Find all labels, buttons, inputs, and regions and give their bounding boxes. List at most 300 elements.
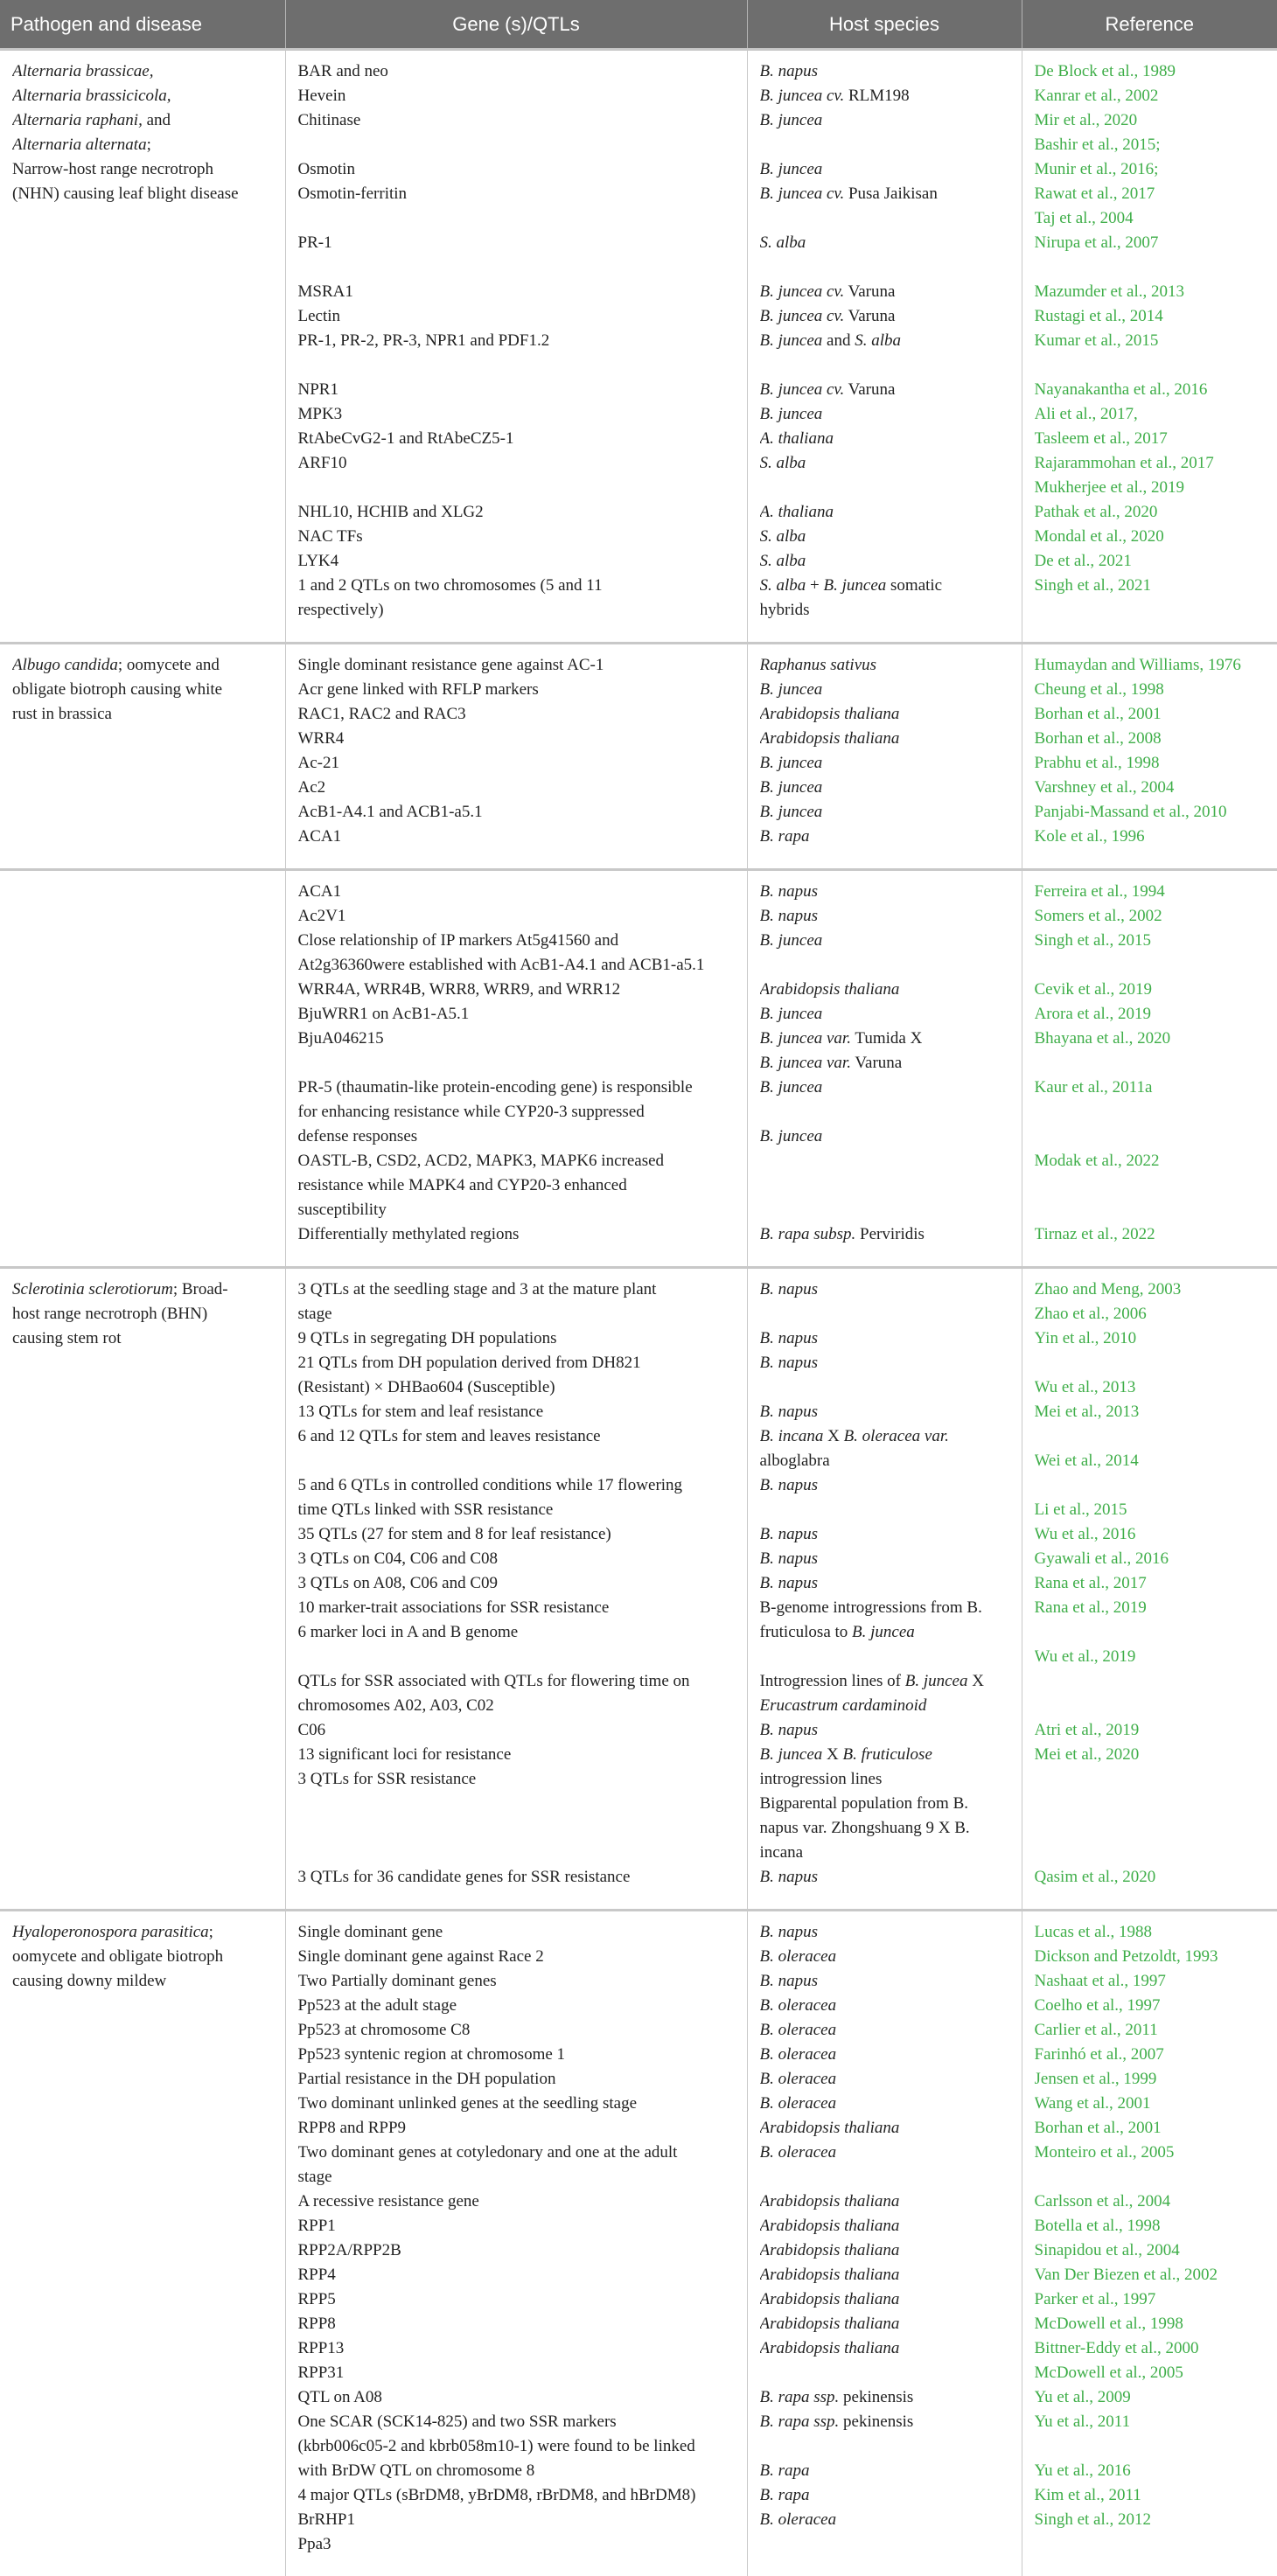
reference-link[interactable]: McDowell et al., 2005	[1035, 2361, 1267, 2385]
reference-link[interactable]: Kanrar et al., 2002	[1035, 84, 1267, 108]
reference-link[interactable]: Coelho et al., 1997	[1035, 1994, 1267, 2018]
cell-line: hybrids	[760, 598, 1011, 623]
cell-line: B. juncea cv. Varuna	[760, 280, 1011, 304]
host-cell	[747, 870, 1022, 1268]
host-cell	[747, 1911, 1022, 2576]
cell-line: 6 marker loci in A and B genome	[298, 1620, 736, 1645]
cell-line: B. juncea	[760, 402, 1011, 427]
cell-line: B. juncea	[760, 800, 1011, 825]
cell-line: for enhancing resistance while CYP20-3 suppressed	[298, 1100, 736, 1124]
cell-line: ARF10	[298, 451, 736, 476]
cell-line: (NHN) causing leaf blight disease	[12, 182, 275, 206]
cell-line: 5 and 6 QTLs in controlled conditions while 17 flowering	[298, 1473, 736, 1498]
cell-line: B. juncea	[760, 1124, 1011, 1149]
reference-link	[1035, 1620, 1267, 1645]
cell-line: B. napus	[760, 59, 1011, 84]
cell-line: respectively)	[298, 598, 736, 623]
cell-line: Two dominant genes at cotyledonary and one at the adult	[298, 2141, 736, 2165]
table-row	[0, 1268, 1277, 1911]
cell-line: Sclerotinia sclerotiorum; Broad-	[12, 1278, 275, 1302]
reference-link[interactable]: Bhayana et al., 2020	[1035, 1027, 1267, 1051]
reference-link	[1035, 2532, 1267, 2557]
cell-line: B. oleracea	[760, 2043, 1011, 2067]
reference-link[interactable]: Prabhu et al., 1998	[1035, 751, 1267, 776]
reference-link[interactable]: Singh et al., 2012	[1035, 2508, 1267, 2532]
cell-line: NPR1	[298, 378, 736, 402]
cell-line: time QTLs linked with SSR resistance	[298, 1498, 736, 1522]
cell-line: Arabidopsis thaliana	[760, 2116, 1011, 2141]
cell-line: Ppa3	[298, 2532, 736, 2557]
reference-link[interactable]: Wu et al., 2013	[1035, 1375, 1267, 1400]
pathogen-cell	[0, 1268, 285, 1911]
reference-link[interactable]: Wang et al., 2001	[1035, 2092, 1267, 2116]
reference-link	[1035, 1473, 1267, 1498]
cell-line: Arabidopsis thaliana	[760, 702, 1011, 727]
cell-line: B. napus	[760, 1920, 1011, 1945]
reference-link[interactable]: Borhan et al., 2001	[1035, 2116, 1267, 2141]
cell-line: 4 major QTLs (sBrDM8, yBrDM8, rBrDM8, and hBrDM8)	[298, 2483, 736, 2508]
reference-link[interactable]: Rana et al., 2019	[1035, 1596, 1267, 1620]
cell-line: B. napus	[760, 1718, 1011, 1743]
cell-line	[298, 1645, 736, 1669]
pathogen-cell	[0, 870, 285, 1268]
cell-line: B. juncea	[760, 929, 1011, 953]
pathogen-cell	[0, 1911, 285, 2576]
cell-line: OASTL-B, CSD2, ACD2, MAPK3, MAPK6 increased	[298, 1149, 736, 1173]
cell-line: 13 significant loci for resistance	[298, 1743, 736, 1767]
cell-line: Arabidopsis thaliana	[760, 727, 1011, 751]
reference-link[interactable]: Modak et al., 2022	[1035, 1149, 1267, 1173]
cell-line: 9 QTLs in segregating DH populations	[298, 1326, 736, 1351]
cell-line: 3 QTLs at the seedling stage and 3 at the mature plant	[298, 1278, 736, 1302]
table-row	[0, 1911, 1277, 2576]
cell-line: 21 QTLs from DH population derived from DH821	[298, 1351, 736, 1375]
reference-link[interactable]: Sinapidou et al., 2004	[1035, 2238, 1267, 2263]
reference-cell	[1022, 50, 1277, 644]
cell-line: B. juncea	[760, 157, 1011, 182]
cell-line: incana	[760, 1841, 1011, 1865]
cell-line: Arabidopsis thaliana	[760, 2312, 1011, 2336]
header-pathogen: Pathogen and disease	[0, 0, 285, 50]
genes-cell	[285, 870, 747, 1268]
cell-line: B. juncea cv. RLM198	[760, 84, 1011, 108]
reference-link	[1035, 598, 1267, 623]
reference-link[interactable]: Van Der Biezen et al., 2002	[1035, 2263, 1267, 2287]
cell-line: RtAbeCvG2-1 and RtAbeCZ5-1	[298, 427, 736, 451]
cell-line	[760, 1173, 1011, 1198]
cell-line: Two Partially dominant genes	[298, 1969, 736, 1994]
host-cell	[747, 1268, 1022, 1911]
reference-link[interactable]: Mondal et al., 2020	[1035, 525, 1267, 549]
cell-line: B. juncea	[760, 751, 1011, 776]
reference-link[interactable]: Cheung et al., 1998	[1035, 678, 1267, 702]
reference-link[interactable]: Munir et al., 2016;	[1035, 157, 1267, 182]
cell-line: Arabidopsis thaliana	[760, 978, 1011, 1002]
cell-line: alboglabra	[760, 1449, 1011, 1473]
cell-line: A. thaliana	[760, 500, 1011, 525]
reference-link[interactable]: Mukherjee et al., 2019	[1035, 476, 1267, 500]
cell-line: 3 QTLs for SSR resistance	[298, 1767, 736, 1792]
cell-line: 6 and 12 QTLs for stem and leaves resistance	[298, 1424, 736, 1449]
reference-link[interactable]: Ferreira et al., 1994	[1035, 880, 1267, 904]
cell-line: RPP2A/RPP2B	[298, 2238, 736, 2263]
reference-link[interactable]: Rawat et al., 2017	[1035, 182, 1267, 206]
cell-line	[298, 1792, 736, 1816]
reference-link[interactable]: Farinhó et al., 2007	[1035, 2043, 1267, 2067]
cell-line: introgression lines	[760, 1767, 1011, 1792]
cell-line: S. alba	[760, 451, 1011, 476]
cell-line: napus var. Zhongshuang 9 X B.	[760, 1816, 1011, 1841]
cell-line: B. juncea var. Tumida X	[760, 1027, 1011, 1051]
genes-cell	[285, 1911, 747, 2576]
reference-link[interactable]: Botella et al., 1998	[1035, 2214, 1267, 2238]
cell-line: Two dominant unlinked genes at the seedling stage	[298, 2092, 736, 2116]
cell-line: B. juncea var. Varuna	[760, 1051, 1011, 1076]
cell-line: B. napus	[760, 1522, 1011, 1547]
reference-link[interactable]: Kim et al., 2011	[1035, 2483, 1267, 2508]
cell-line	[760, 1645, 1011, 1669]
reference-link	[1035, 1767, 1267, 1792]
cell-line: WRR4A, WRR4B, WRR8, WRR9, and WRR12	[298, 978, 736, 1002]
reference-link[interactable]: Kumar et al., 2015	[1035, 329, 1267, 353]
cell-line: B. juncea cv. Varuna	[760, 304, 1011, 329]
cell-line: B. rapa subsp. Perviridis	[760, 1222, 1011, 1247]
cell-line: defense responses	[298, 1124, 736, 1149]
cell-line: RPP31	[298, 2361, 736, 2385]
cell-line: Partial resistance in the DH population	[298, 2067, 736, 2092]
cell-line: resistance while MAPK4 and CYP20-3 enhanced	[298, 1173, 736, 1198]
cell-line: ACA1	[298, 825, 736, 849]
cell-line	[760, 1302, 1011, 1326]
cell-line: B. napus	[760, 880, 1011, 904]
reference-link	[1035, 1424, 1267, 1449]
cell-line: B. napus	[760, 1865, 1011, 1890]
cell-line: Acr gene linked with RFLP markers	[298, 678, 736, 702]
cell-line: Alternaria brassicicola,	[12, 84, 275, 108]
header-reference: Reference	[1022, 0, 1277, 50]
reference-link[interactable]: Nashaat et al., 1997	[1035, 1969, 1267, 1994]
cell-line	[760, 2361, 1011, 2385]
reference-link[interactable]: Panjabi-Massand et al., 2010	[1035, 800, 1267, 825]
cell-line: S. alba	[760, 525, 1011, 549]
reference-link	[1035, 953, 1267, 978]
cell-line: 3 QTLs on A08, C06 and C09	[298, 1571, 736, 1596]
reference-link	[1035, 1100, 1267, 1124]
cell-line: B. oleracea	[760, 1994, 1011, 2018]
cell-line: PR-1, PR-2, PR-3, NPR1 and PDF1.2	[298, 329, 736, 353]
cell-line: S. alba	[760, 231, 1011, 255]
reference-link[interactable]: Jensen et al., 1999	[1035, 2067, 1267, 2092]
cell-line: Arabidopsis thaliana	[760, 2190, 1011, 2214]
cell-line: Narrow-host range necrotroph	[12, 157, 275, 182]
cell-line: Pp523 syntenic region at chromosome 1	[298, 2043, 736, 2067]
cell-line: B. juncea	[760, 776, 1011, 800]
genes-cell	[285, 50, 747, 644]
reference-link[interactable]: Rana et al., 2017	[1035, 1571, 1267, 1596]
cell-line: Lectin	[298, 304, 736, 329]
reference-link	[1035, 1841, 1267, 1865]
cell-line: Close relationship of IP markers At5g41560 and	[298, 929, 736, 953]
pathogen-cell	[0, 644, 285, 870]
cell-line: B. napus	[760, 1473, 1011, 1498]
reference-link[interactable]: Taj et al., 2004	[1035, 206, 1267, 231]
cell-line	[298, 1816, 736, 1841]
cell-line	[298, 1841, 736, 1865]
reference-link[interactable]: De et al., 2021	[1035, 549, 1267, 574]
cell-line: B. napus	[760, 1969, 1011, 1994]
cell-line: Alternaria raphani, and	[12, 108, 275, 133]
reference-link[interactable]: Yu et al., 2009	[1035, 2385, 1267, 2410]
cell-line: B. oleracea	[760, 2067, 1011, 2092]
reference-link[interactable]: Borhan et al., 2001	[1035, 702, 1267, 727]
cell-line: B-genome introgressions from B.	[760, 1596, 1011, 1620]
reference-link	[1035, 1669, 1267, 1694]
reference-link[interactable]: Monteiro et al., 2005	[1035, 2141, 1267, 2165]
cell-line	[760, 1100, 1011, 1124]
cell-line: obligate biotroph causing white	[12, 678, 275, 702]
cell-line: Osmotin-ferritin	[298, 182, 736, 206]
reference-link[interactable]: Kaur et al., 2011a	[1035, 1076, 1267, 1100]
cell-line: RPP1	[298, 2214, 736, 2238]
cell-line: Arabidopsis thaliana	[760, 2238, 1011, 2263]
cell-line	[760, 2532, 1011, 2557]
reference-link[interactable]: Yu et al., 2016	[1035, 2459, 1267, 2483]
cell-line: 3 QTLs on C04, C06 and C08	[298, 1547, 736, 1571]
cell-line	[760, 133, 1011, 157]
reference-link	[1035, 2165, 1267, 2190]
cell-line	[298, 1449, 736, 1473]
cell-line: Single dominant gene	[298, 1920, 736, 1945]
cell-line: Albugo candida; oomycete and	[12, 653, 275, 678]
cell-line: Arabidopsis thaliana	[760, 2287, 1011, 2312]
table-row	[0, 644, 1277, 870]
cell-line	[760, 1498, 1011, 1522]
reference-link[interactable]: Somers et al., 2002	[1035, 904, 1267, 929]
cell-line	[760, 1198, 1011, 1222]
cell-line: A. thaliana	[760, 427, 1011, 451]
cell-line: RPP5	[298, 2287, 736, 2312]
cell-line: BjuA046215	[298, 1027, 736, 1051]
reference-link	[1035, 1198, 1267, 1222]
cell-line: S. alba	[760, 549, 1011, 574]
reference-link	[1035, 1173, 1267, 1198]
cell-line: Alternaria alternata;	[12, 133, 275, 157]
cell-line: B. napus	[760, 1326, 1011, 1351]
reference-link	[1035, 1816, 1267, 1841]
cell-line: B. juncea X B. fruticulose	[760, 1743, 1011, 1767]
cell-line	[298, 255, 736, 280]
cell-line: C06	[298, 1718, 736, 1743]
reference-link[interactable]: Mei et al., 2020	[1035, 1743, 1267, 1767]
cell-line: S. alba + B. juncea somatic	[760, 574, 1011, 598]
reference-link	[1035, 1351, 1267, 1375]
cell-line: PR-5 (thaumatin-like protein-encoding gene) is responsible	[298, 1076, 736, 1100]
reference-link[interactable]: Humaydan and Williams, 1976	[1035, 653, 1267, 678]
reference-cell	[1022, 870, 1277, 1268]
cell-line: Arabidopsis thaliana	[760, 2336, 1011, 2361]
cell-line: QTLs for SSR associated with QTLs for flowering time on	[298, 1669, 736, 1694]
cell-line: (Resistant) × DHBao604 (Susceptible)	[298, 1375, 736, 1400]
reference-link	[1035, 2434, 1267, 2459]
cell-line: 35 QTLs (27 for stem and 8 for leaf resistance)	[298, 1522, 736, 1547]
cell-line: QTL on A08	[298, 2385, 736, 2410]
reference-link[interactable]: Yin et al., 2010	[1035, 1326, 1267, 1351]
reference-link[interactable]: Li et al., 2015	[1035, 1498, 1267, 1522]
cell-line: 1 and 2 QTLs on two chromosomes (5 and 11	[298, 574, 736, 598]
cell-line: RPP8 and RPP9	[298, 2116, 736, 2141]
reference-link[interactable]: Rajarammohan et al., 2017	[1035, 451, 1267, 476]
cell-line: B. oleracea	[760, 2018, 1011, 2043]
cell-line: Introgression lines of B. juncea X	[760, 1669, 1011, 1694]
cell-line: B. juncea	[760, 108, 1011, 133]
reference-link[interactable]: Cevik et al., 2019	[1035, 978, 1267, 1002]
reference-link[interactable]: Mazumder et al., 2013	[1035, 280, 1267, 304]
reference-link[interactable]: Arora et al., 2019	[1035, 1002, 1267, 1027]
cell-line: B. oleracea	[760, 2092, 1011, 2116]
cell-line	[760, 206, 1011, 231]
reference-link[interactable]: Singh et al., 2015	[1035, 929, 1267, 953]
cell-line: BjuWRR1 on AcB1-A5.1	[298, 1002, 736, 1027]
header-genes: Gene (s)/QTLs	[285, 0, 747, 50]
cell-line: B. rapa ssp. pekinensis	[760, 2385, 1011, 2410]
cell-line: RPP13	[298, 2336, 736, 2361]
reference-link[interactable]: McDowell et al., 1998	[1035, 2312, 1267, 2336]
reference-link[interactable]: Zhao and Meng, 2003	[1035, 1278, 1267, 1302]
cell-line: B. incana X B. oleracea var.	[760, 1424, 1011, 1449]
reference-link	[1035, 1051, 1267, 1076]
cell-line: RPP8	[298, 2312, 736, 2336]
cell-line: B. oleracea	[760, 2141, 1011, 2165]
reference-link[interactable]: Nayanakantha et al., 2016	[1035, 378, 1267, 402]
table-row	[0, 870, 1277, 1268]
reference-link[interactable]: Gyawali et al., 2016	[1035, 1547, 1267, 1571]
reference-link[interactable]: Zhao et al., 2006	[1035, 1302, 1267, 1326]
cell-line: Pp523 at the adult stage	[298, 1994, 736, 2018]
reference-link[interactable]: Nirupa et al., 2007	[1035, 231, 1267, 255]
cell-line: Erucastrum cardaminoid	[760, 1694, 1011, 1718]
reference-link[interactable]: De Block et al., 1989	[1035, 59, 1267, 84]
cell-line: At2g36360were established with AcB1-A4.1 and ACB1-a5.1	[298, 953, 736, 978]
cell-line	[298, 476, 736, 500]
cell-line: NHL10, HCHIB and XLG2	[298, 500, 736, 525]
genes-cell	[285, 644, 747, 870]
cell-line: rust in brassica	[12, 702, 275, 727]
reference-link[interactable]: Carlsson et al., 2004	[1035, 2190, 1267, 2214]
reference-link[interactable]: Varshney et al., 2004	[1035, 776, 1267, 800]
cell-line: RPP4	[298, 2263, 736, 2287]
reference-link[interactable]: Atri et al., 2019	[1035, 1718, 1267, 1743]
cell-line: PR-1	[298, 231, 736, 255]
reference-link[interactable]: Carlier et al., 2011	[1035, 2018, 1267, 2043]
reference-link[interactable]: Bashir et al., 2015;	[1035, 133, 1267, 157]
cell-line: Raphanus sativus	[760, 653, 1011, 678]
pathogen-cell	[0, 50, 285, 644]
reference-link[interactable]: Qasim et al., 2020	[1035, 1865, 1267, 1890]
cell-line: LYK4	[298, 549, 736, 574]
cell-line: Osmotin	[298, 157, 736, 182]
host-cell	[747, 50, 1022, 644]
cell-line: B. napus	[760, 1547, 1011, 1571]
genes-cell	[285, 1268, 747, 1911]
cell-line: B. oleracea	[760, 2508, 1011, 2532]
cell-line: B. napus	[760, 1351, 1011, 1375]
cell-line: B. juncea cv. Varuna	[760, 378, 1011, 402]
reference-link[interactable]: Wei et al., 2014	[1035, 1449, 1267, 1473]
cell-line: B. juncea and S. alba	[760, 329, 1011, 353]
cell-line	[760, 1375, 1011, 1400]
cell-line: Differentially methylated regions	[298, 1222, 736, 1247]
cell-line: causing downy mildew	[12, 1969, 275, 1994]
cell-line	[760, 2165, 1011, 2190]
cell-line: Pp523 at chromosome C8	[298, 2018, 736, 2043]
cell-line	[760, 1149, 1011, 1173]
cell-line: Alternaria brassicae,	[12, 59, 275, 84]
reference-link[interactable]: Parker et al., 1997	[1035, 2287, 1267, 2312]
cell-line: host range necrotroph (BHN)	[12, 1302, 275, 1326]
reference-link[interactable]: Bittner-Eddy et al., 2000	[1035, 2336, 1267, 2361]
reference-link	[1035, 255, 1267, 280]
header-row	[0, 0, 1277, 50]
cell-line: A recessive resistance gene	[298, 2190, 736, 2214]
cell-line: B. juncea cv. Pusa Jaikisan	[760, 182, 1011, 206]
cell-line: B. juncea	[760, 678, 1011, 702]
reference-link[interactable]: Wu et al., 2016	[1035, 1522, 1267, 1547]
reference-link[interactable]: Rustagi et al., 2014	[1035, 304, 1267, 329]
cell-line: B. rapa	[760, 825, 1011, 849]
cell-line	[760, 255, 1011, 280]
reference-link[interactable]: Kole et al., 1996	[1035, 825, 1267, 849]
cell-line: susceptibility	[298, 1198, 736, 1222]
cell-line	[298, 353, 736, 378]
cell-line: fruticulosa to B. juncea	[760, 1620, 1011, 1645]
cell-line: B. napus	[760, 1571, 1011, 1596]
cell-line	[760, 353, 1011, 378]
cell-line: causing stem rot	[12, 1326, 275, 1351]
reference-link[interactable]: Mei et al., 2013	[1035, 1400, 1267, 1424]
reference-link[interactable]: Tirnaz et al., 2022	[1035, 1222, 1267, 1247]
table-body	[0, 50, 1277, 2576]
cell-line: with BrDW QTL on chromosome 8	[298, 2459, 736, 2483]
cell-line: Arabidopsis thaliana	[760, 2214, 1011, 2238]
cell-line: Hevein	[298, 84, 736, 108]
reference-link[interactable]: Ali et al., 2017,	[1035, 402, 1267, 427]
cell-line: B. juncea	[760, 1076, 1011, 1100]
reference-link[interactable]: Mir et al., 2020	[1035, 108, 1267, 133]
table-row	[0, 50, 1277, 644]
cell-line: Single dominant resistance gene against AC-1	[298, 653, 736, 678]
cell-line: Single dominant gene against Race 2	[298, 1945, 736, 1969]
reference-link[interactable]: Pathak et al., 2020	[1035, 500, 1267, 525]
cell-line: stage	[298, 2165, 736, 2190]
cell-line: oomycete and obligate biotroph	[12, 1945, 275, 1969]
reference-link[interactable]: Dickson and Petzoldt, 1993	[1035, 1945, 1267, 1969]
reference-link[interactable]: Singh et al., 2021	[1035, 574, 1267, 598]
reference-link[interactable]: Borhan et al., 2008	[1035, 727, 1267, 751]
cell-line: B. napus	[760, 904, 1011, 929]
cell-line: Chitinase	[298, 108, 736, 133]
reference-link[interactable]: Tasleem et al., 2017	[1035, 427, 1267, 451]
cell-line	[298, 206, 736, 231]
reference-link[interactable]: Wu et al., 2019	[1035, 1645, 1267, 1669]
cell-line	[760, 953, 1011, 978]
reference-link	[1035, 1124, 1267, 1149]
header-host: Host species	[747, 0, 1022, 50]
reference-link[interactable]: Yu et al., 2011	[1035, 2410, 1267, 2434]
cell-line: Bigparental population from B.	[760, 1792, 1011, 1816]
reference-link[interactable]: Lucas et al., 1988	[1035, 1920, 1267, 1945]
cell-line: B. napus	[760, 1278, 1011, 1302]
cell-line: B. napus	[760, 1400, 1011, 1424]
